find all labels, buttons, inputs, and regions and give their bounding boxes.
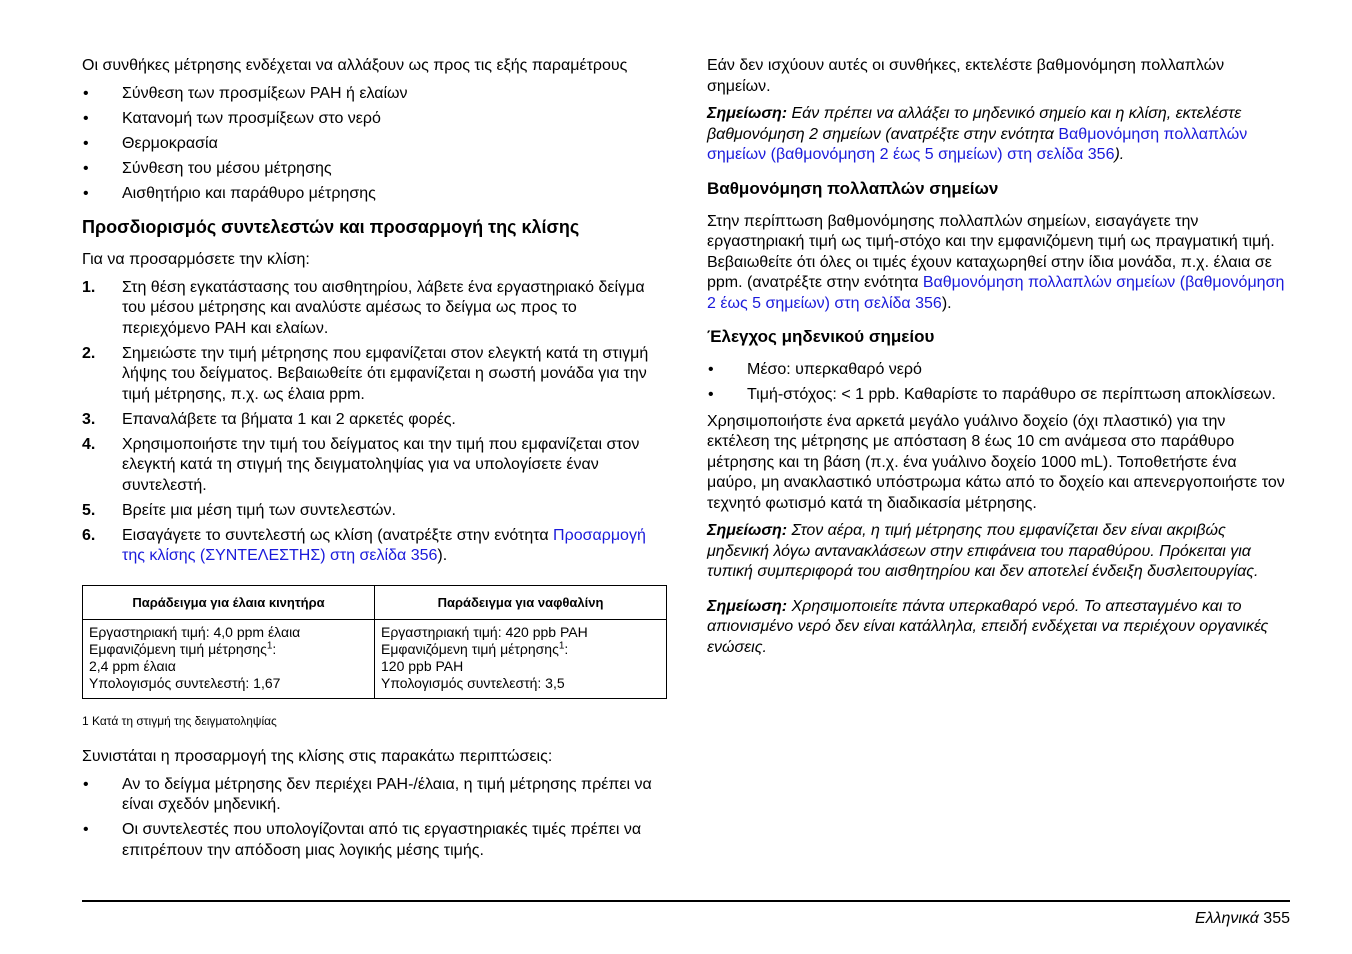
- slope-adjust-link[interactable]: Προσαρμογή της κλίσης (ΣΥΝΤΕΛΕΣΤΗΣ) στη σελίδα 356: [122, 526, 646, 564]
- bullet-icon: •: [83, 134, 89, 152]
- steps-list: [82, 278, 667, 567]
- step-item: 5. Βρείτε μια μέση τιμή των συντελεστών.: [82, 501, 396, 519]
- section-heading-zero: Έλεγχος μηδενικού σημείου: [707, 327, 935, 346]
- example-table: [82, 585, 667, 699]
- table-footnote: 1 Κατά τη στιγμή της δειγματοληψίας: [82, 713, 277, 728]
- multipoint-text: Στην περίπτωση βαθμονόμησης πολλαπλών σημείων, εισαγάγετε την εργαστηριακή τιμή ως τιμή-στόχο και την εμφανιζόμενη τιμή ως πραγματική τιμή. Βεβαιωθείτε ότι όλες οι τιμές έχουν καταχωρηθεί στην ίδια μονάδα, π.χ. έλαια σε ppm. (ανατρέξτε στην ενότητα Βαθμονόμηση πολλαπλών σημείων (βαθμονόμηση 2 έως 5 σημείων) στη σελίδα 356).: [707, 212, 1285, 312]
- intro-text: Οι συνθήκες μέτρησης ενδέχεται να αλλάξουν ως προς τις εξής παραμέτρους: [82, 57, 628, 74]
- table-cell: Εργαστηριακή τιμή: 4,0 ppm έλαια Εμφανιζόμενη τιμή μέτρησης$^1$: 2,4 ppm έλαια Υπολογισμός συντελεστή: 1,67: [83, 619, 375, 698]
- left-column: [82, 56, 667, 867]
- condition-text: Εάν δεν ισχύουν αυτές οι συνθήκες, εκτελέστε βαθμονόμηση πολλαπλών σημείων.: [707, 57, 1225, 95]
- section-heading-slope: Προσδιορισμός συντελεστών και προσαρμογή της κλίσης: [82, 217, 580, 237]
- note-air: Σημείωση: Στον αέρα, η τιμή μέτρησης που εμφανίζεται δεν είναι ακριβώς μηδενική λόγω αντανακλάσεων στην επιφάνεια του παραθύρου. Πρόκειται για τυπική συμπεριφορά του αισθητηρίου και δεν αποτελεί ένδειξη δυσλειτουργίας.: [707, 522, 1259, 580]
- step-item: 3. Επαναλάβετε τα βήματα 1 και 2 αρκετές φορές.: [82, 410, 456, 428]
- list-item: • Αισθητήριο και παράθυρο μέτρησης: [82, 184, 667, 205]
- list-item: • Σύνθεση του μέσου μέτρησης: [82, 159, 667, 180]
- list-item: • Κατανομή των προσμίξεων στο νερό: [82, 109, 667, 130]
- recommend-text: Συνιστάται η προσαρμογή της κλίσης στις παρακάτω περιπτώσεις:: [82, 748, 553, 765]
- step-item: 6. Εισαγάγετε το συντελεστή ως κλίση (ανατρέξτε στην ενότητα Προσαρμογή της κλίσης (ΣΥΝΤΕΛΕΣΤΗΣ) στη σελίδα 356).: [82, 526, 646, 564]
- bullet-icon: •: [708, 386, 714, 403]
- multipoint-calibration-link[interactable]: Βαθμονόμηση πολλαπλών σημείων (βαθμονόμηση 2 έως 5 σημείων) στη σελίδα 356: [707, 125, 1248, 163]
- list-item: • Αν το δείγμα μέτρησης δεν περιέχει PAH-/έλαια, η τιμή μέτρησης πρέπει να είναι σχεδόν μηδενική.: [83, 775, 652, 813]
- note-water: Σημείωση: Χρησιμοποιείτε πάντα υπερκαθαρό νερό. Το απεσταγμένο και το απιονισμένο νερό δεν είναι κατάλληλα, επειδή ενδέχεται να περιέχουν οργανικές ενώσεις.: [707, 597, 1269, 656]
- step-item: 1. Στη θέση εγκατάστασης του αισθητηρίου, λάβετε ένα εργαστηριακό δείγμα του μέσου μέτρησης και αναλύστε αμέσως το δείγμα ως προς το περιεχόμενο PAH και ελαίων.: [82, 278, 645, 337]
- multipoint-calibration-link[interactable]: Βαθμονόμηση πολλαπλών σημείων (βαθμονόμηση 2 έως 5 σημείων) στη σελίδα 356: [707, 274, 1285, 312]
- bullet-icon: •: [83, 821, 89, 838]
- zero-check-list: [707, 360, 1290, 406]
- page-number: 355: [1263, 910, 1290, 927]
- table-header: Παράδειγμα για ναφθαλίνη: [375, 585, 667, 619]
- bullet-icon: •: [83, 184, 89, 202]
- list-item: • Σύνθεση των προσμίξεων PAH ή ελαίων: [82, 84, 667, 105]
- right-column: [707, 56, 1290, 665]
- page-footer: [1195, 910, 1290, 928]
- steps-lead: Για να προσαρμόσετε την κλίση:: [82, 251, 310, 268]
- footer-divider: [82, 900, 1290, 902]
- table-header: Παράδειγμα για έλαια κινητήρα: [83, 585, 375, 619]
- bullet-icon: •: [83, 159, 89, 177]
- zero-procedure-text: Χρησιμοποιήστε ένα αρκετά μεγάλο γυάλινο δοχείο (όχι πλαστικό) για την εκτέλεση της μέτρησης με απόσταση 8 έως 10 cm ανάμεσα στο παράθυρο μέτρησης και τη βάση (π.χ. ένα γυάλινο δοχείο 1000 mL). Τοποθετήστε ένα μαύρο, μη ανακλαστικό υπόστρωμα κάτω από το δοχείο και απενεργοποιήστε τον τεχνητό φωτισμό κατά τη διαδικασία μέτρησης.: [707, 412, 1285, 512]
- section-heading-multipoint: Βαθμονόμηση πολλαπλών σημείων: [707, 178, 999, 198]
- bullet-icon: •: [708, 361, 714, 378]
- step-item: 4. Χρησιμοποιήστε την τιμή του δείγματος και την τιμή που εμφανίζεται στον ελεγκτή κατά τη στιγμή της δειγματοληψίας για να υπολογίσετε έναν συντελεστή.: [82, 435, 640, 494]
- bullet-icon: •: [83, 109, 89, 127]
- table-cell: Εργαστηριακή τιμή: 420 ppb PAH Εμφανιζόμενη τιμή μέτρησης$^1$: 120 ppb PAH Υπολογισμός συντελεστή: 3,5: [375, 619, 667, 698]
- conditions-list: [82, 84, 667, 205]
- footer-language: Ελληνικά: [1195, 910, 1259, 927]
- list-item: • Τιμή-στόχος: < 1 ppb. Καθαρίστε το παράθυρο σε περίπτωση αποκλίσεων.: [707, 385, 1290, 406]
- list-item: • Μέσο: υπερκαθαρό νερό: [707, 360, 1290, 381]
- bullet-icon: •: [83, 84, 89, 102]
- note-calibration: Σημείωση: Εάν πρέπει να αλλάξει το μηδενικό σημείο και η κλίση, εκτελέστε βαθμονόμηση 2 σημείων (ανατρέξτε στην ενότητα Βαθμονόμηση πολλαπλών σημείων (βαθμονόμηση 2 έως 5 σημείων) στη σελίδα 356).: [707, 105, 1248, 163]
- list-item: • Θερμοκρασία: [82, 134, 667, 155]
- list-item: • Οι συντελεστές που υπολογίζονται από τις εργαστηριακές τιμές πρέπει να επιτρέπουν την απόδοση μιας λογικής μέσης τιμής.: [83, 821, 642, 859]
- bullet-icon: •: [83, 775, 89, 793]
- cases-list: [82, 775, 667, 862]
- step-item: 2. Σημειώστε την τιμή μέτρησης που εμφανίζεται στον ελεγκτή κατά τη στιγμή λήψης του δείγματος. Βεβαιωθείτε ότι εμφανίζεται η σωστή μονάδα για την τιμή μέτρησης, π.χ. ως έλαια ppm.: [82, 344, 649, 403]
